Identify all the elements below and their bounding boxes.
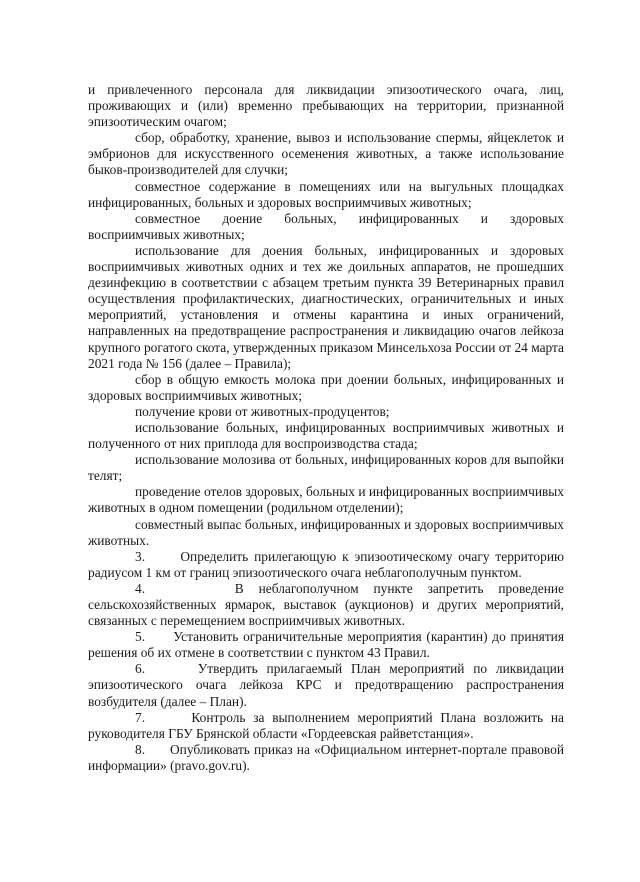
paragraph-joint-housing: совместное содержание в помещениях или на выгульных площадках инфицированных, больных и здоровых восприимчивых животных; [88, 178, 564, 210]
paragraph-blood-collection: получение крови от животных-продуцентов; [135, 403, 390, 419]
paragraph-joint-milking: совместное доение больных, инфицированных и здоровых восприимчивых животных; [88, 210, 564, 242]
paragraph-item-5: 5. Установить ограничительные мероприятия (карантин) до принятия решения об их отмене в соответствии с пунктом 43 Правил. [88, 629, 564, 661]
paragraph-continuation: и привлеченного персонала для ликвидации эпизоотического очага, лиц, проживающих и (или) временно пребывающих на территории, признанной эпизоотическим очагом; [88, 82, 564, 130]
paragraph-item-8: 8. Опубликовать приказ на «Официальном интернет-портале правовой информации» (pravo.gov.ru). [88, 741, 564, 773]
paragraph-item-6: 6. Утвердить прилагаемый План мероприятий по ликвидации эпизоотического очага лейкоза КРС и предотвращению распространения возбудителя (далее – План). [88, 661, 564, 709]
paragraph-item-4: 4. В неблагополучном пункте запретить проведение сельскохозяйственных ярмарок, выставок (аукционов) и других мероприятий, связанных с перемещением восприимчивых животных. [88, 580, 564, 629]
document-body [88, 82, 564, 774]
paragraph-milk-collection: сбор в общую емкость молока при доении больных, инфицированных и здоровых восприимчивых животных; [88, 371, 564, 403]
paragraph-reproduction: использование больных, инфицированных восприимчивых животных и полученного от них приплода для воспроизводства стада; [88, 419, 564, 452]
paragraph-grazing: совместный выпас больных, инфицированных и здоровых восприимчивых животных. [88, 516, 564, 548]
paragraph-milking-machines: использование для доения больных, инфицированных и здоровых восприимчивых животных одних и тех же доильных аппаратов, не прошедших дезинфекцию в соответствии с абзацем третьим пункта 39 Ветеринарных правил осуществления профилактических, диагностических, ограничительных и иных мероприятий, установления и отмены карантина и иных ограничений, направленных на предотвращение распространения и ликвидацию очагов лейкоза крупного рогатого скота, утвержденных приказом Минсельхоза России от 24 марта 2021 года № 156 (далее – Правила); [88, 242, 565, 371]
paragraph-semen-collection: сбор, обработку, хранение, вывоз и использование спермы, яйцеклеток и эмбрионов для искусственного осеменения животных, а также использование быков-производителей для случки; [88, 130, 564, 178]
paragraph-colostrum: использование молозива от больных, инфицированных коров для выпойки телят; [88, 452, 564, 484]
paragraph-item-3: 3. Определить прилегающую к эпизоотическому очагу территорию радиусом 1 км от границ эпизоотического очага неблагополучным пунктом. [88, 548, 564, 580]
paragraph-item-7: 7. Контроль за выполнением мероприятий Плана возложить на руководителя ГБУ Брянской области «Гордеевская райветстанция». [88, 709, 564, 741]
paragraph-calving: проведение отелов здоровых, больных и инфицированных восприимчивых животных в одном помещении (родильном отделении); [88, 484, 564, 516]
